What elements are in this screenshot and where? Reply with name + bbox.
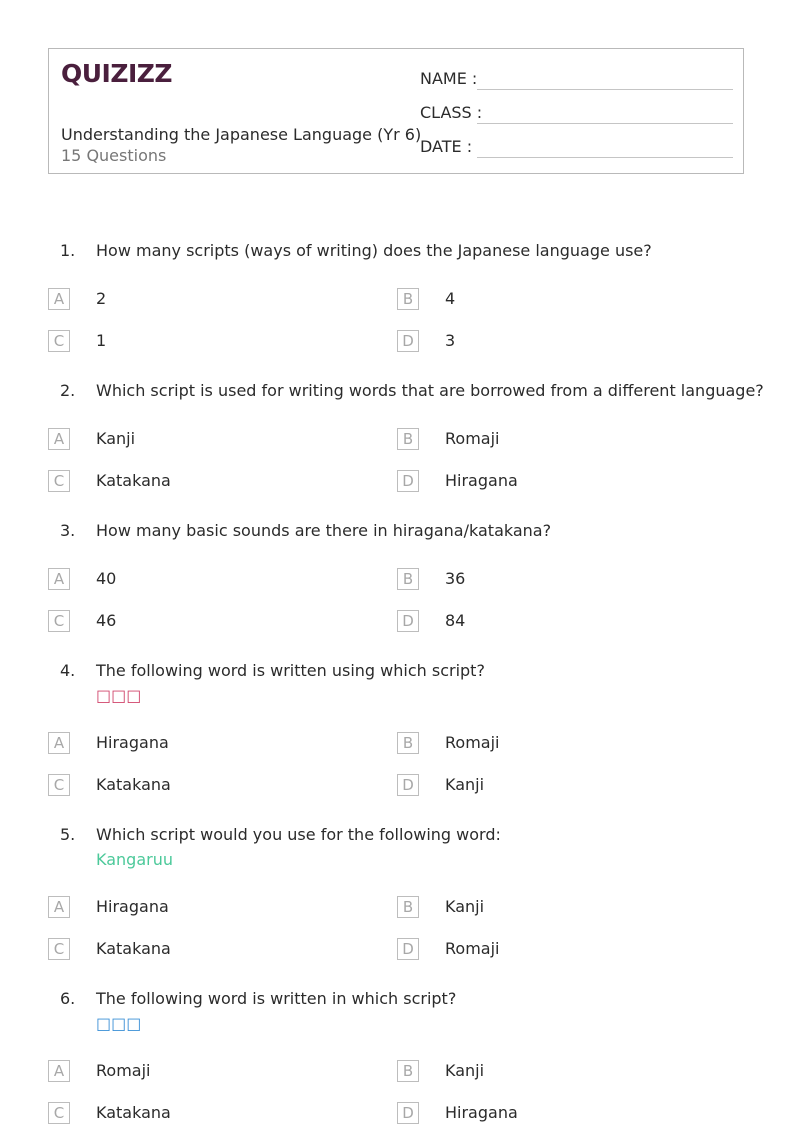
- option-letter-box[interactable]: B: [397, 732, 419, 754]
- question-number: 1.: [60, 241, 76, 260]
- class-line[interactable]: [477, 123, 733, 124]
- question-prompt-word: □□□: [96, 1014, 142, 1033]
- option-letter-box[interactable]: B: [397, 288, 419, 310]
- question-count: 15 Questions: [61, 146, 167, 165]
- option-text: 36: [445, 569, 466, 588]
- option-letter-box[interactable]: A: [48, 428, 70, 450]
- question-text: How many scripts (ways of writing) does the Japanese language use?: [96, 241, 652, 260]
- option-text: Romaji: [445, 733, 500, 752]
- question-text: The following word is written using which script?: [96, 661, 485, 680]
- option-letter-box[interactable]: A: [48, 288, 70, 310]
- date-label: DATE :: [420, 137, 473, 156]
- option-text: 1: [96, 331, 107, 350]
- option-text: Hiragana: [445, 1103, 518, 1122]
- option-letter-box[interactable]: A: [48, 1060, 70, 1082]
- question-text: Which script is used for writing words that are borrowed from a different language?: [96, 381, 764, 400]
- option-letter-box[interactable]: D: [397, 938, 419, 960]
- option-letter-box[interactable]: A: [48, 732, 70, 754]
- option-letter-box[interactable]: D: [397, 1102, 419, 1124]
- option-letter-box[interactable]: D: [397, 774, 419, 796]
- option-letter-box[interactable]: B: [397, 896, 419, 918]
- option-letter-box[interactable]: B: [397, 428, 419, 450]
- option-text: Kanji: [96, 429, 136, 448]
- option-text: Romaji: [445, 939, 500, 958]
- option-letter-box[interactable]: B: [397, 568, 419, 590]
- option-text: Romaji: [445, 429, 500, 448]
- option-letter-box[interactable]: C: [48, 1102, 70, 1124]
- option-letter-box[interactable]: C: [48, 774, 70, 796]
- question-text: The following word is written in which script?: [96, 989, 457, 1008]
- question-prompt-word: □□□: [96, 686, 142, 705]
- option-text: Romaji: [96, 1061, 151, 1080]
- option-letter-box[interactable]: A: [48, 896, 70, 918]
- option-text: Katakana: [96, 471, 171, 490]
- name-line[interactable]: [477, 89, 733, 90]
- quizizz-logo: QUIZIZZ: [61, 59, 173, 88]
- option-text: Hiragana: [96, 897, 169, 916]
- worksheet-title: Understanding the Japanese Language (Yr 6): [61, 125, 422, 144]
- date-line[interactable]: [477, 157, 733, 158]
- question-text: How many basic sounds are there in hiragana/katakana?: [96, 521, 552, 540]
- option-text: Katakana: [96, 775, 171, 794]
- option-letter-box[interactable]: D: [397, 610, 419, 632]
- option-text: Kanji: [445, 1061, 485, 1080]
- option-text: 4: [445, 289, 456, 308]
- name-label: NAME :: [420, 69, 478, 88]
- class-field: [420, 103, 482, 122]
- option-text: 3: [445, 331, 456, 350]
- name-field: [420, 69, 477, 88]
- option-letter-box[interactable]: A: [48, 568, 70, 590]
- option-text: Katakana: [96, 1103, 171, 1122]
- question-number: 6.: [60, 989, 76, 1008]
- option-text: 46: [96, 611, 117, 630]
- option-text: Hiragana: [96, 733, 169, 752]
- option-text: 84: [445, 611, 466, 630]
- question-number: 5.: [60, 825, 76, 844]
- option-letter-box[interactable]: B: [397, 1060, 419, 1082]
- option-text: Katakana: [96, 939, 171, 958]
- date-field: [420, 137, 472, 156]
- option-letter-box[interactable]: C: [48, 470, 70, 492]
- option-text: Kanji: [445, 897, 485, 916]
- question-text: Which script would you use for the following word:: [96, 825, 501, 844]
- option-letter-box[interactable]: D: [397, 470, 419, 492]
- question-prompt-word: Kangaruu: [96, 850, 173, 869]
- option-letter-box[interactable]: D: [397, 330, 419, 352]
- question-number: 4.: [60, 661, 76, 680]
- option-letter-box[interactable]: C: [48, 330, 70, 352]
- question-number: 2.: [60, 381, 76, 400]
- option-text: 2: [96, 289, 107, 308]
- option-text: Hiragana: [445, 471, 518, 490]
- worksheet-header: [48, 48, 744, 174]
- question-number: 3.: [60, 521, 76, 540]
- option-text: 40: [96, 569, 117, 588]
- option-text: Kanji: [445, 775, 485, 794]
- class-label: CLASS :: [420, 103, 483, 122]
- option-letter-box[interactable]: C: [48, 938, 70, 960]
- option-letter-box[interactable]: C: [48, 610, 70, 632]
